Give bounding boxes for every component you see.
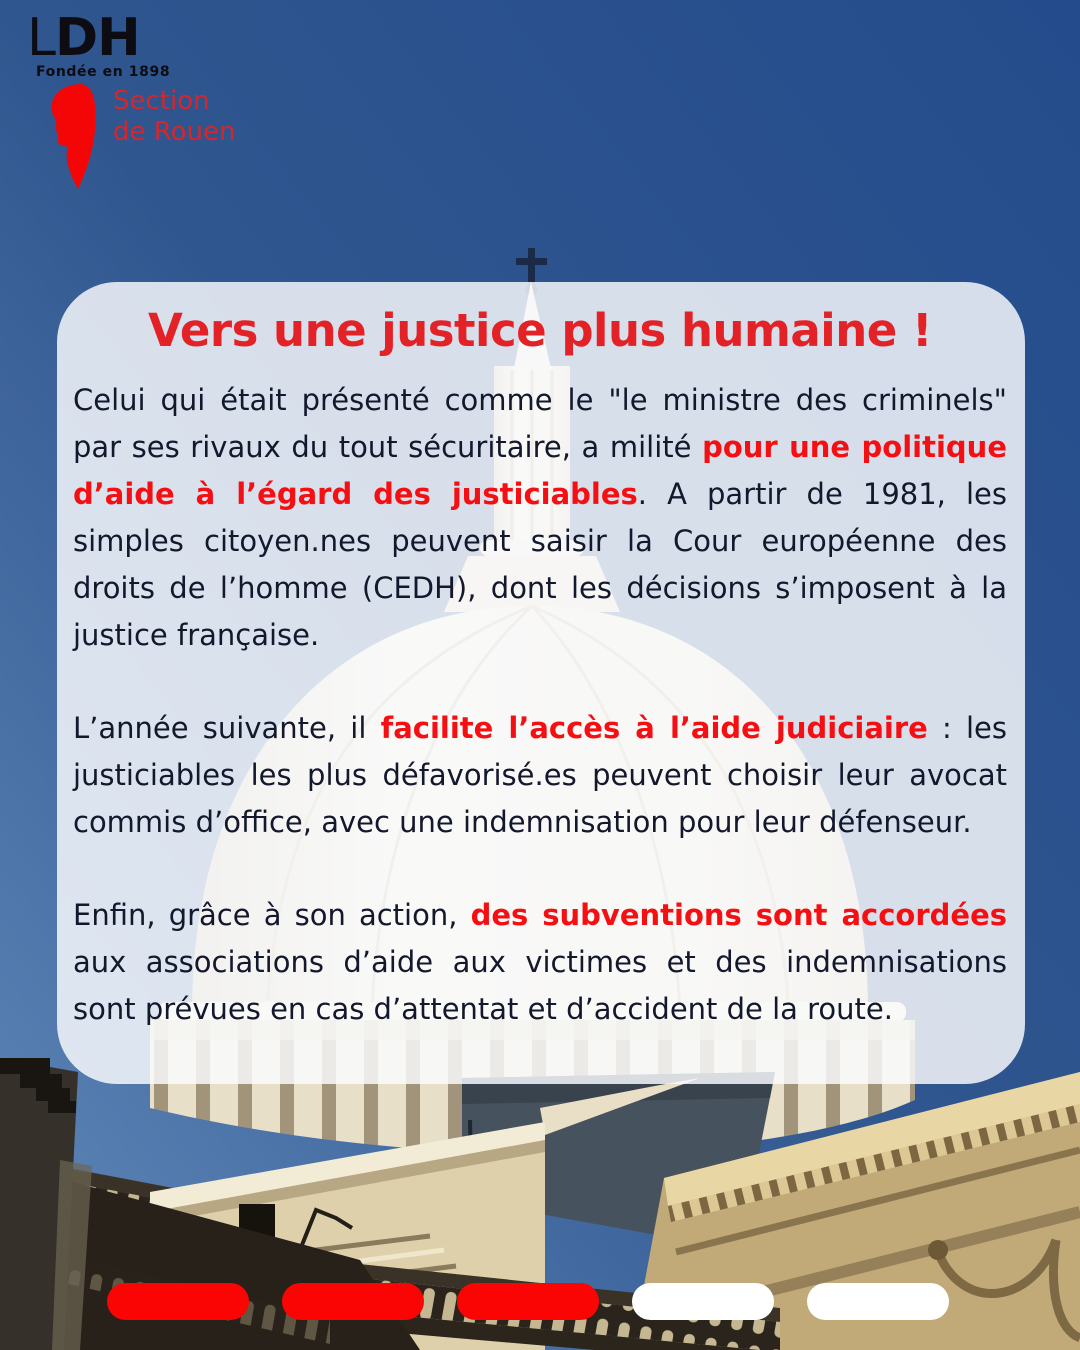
carousel-pill-5[interactable] [807, 1283, 949, 1320]
ldh-letter-h: H [97, 8, 140, 68]
section-name [113, 86, 236, 148]
body-text: : les justiciables les plus défavorisé.es peuvent choisir leur avocat commis d’office, avec une indemnisation pour leur défenseur. [73, 711, 1008, 839]
logo-tagline: Fondée en 1898 [36, 64, 171, 80]
body-text: Enfin, grâce à son action, [73, 898, 471, 932]
section-line2: de Rouen [113, 117, 236, 147]
ldh-letter-l: L [27, 8, 55, 68]
content-card [57, 282, 1025, 1084]
card-title: Vers une justice plus humaine ! [148, 304, 932, 357]
body-text: . A partir de 1981, les simples citoyen.nes peuvent saisir la Cour européenne des droits de l’homme (CEDH), dont les décisions s’imposent à la justice française. [73, 477, 1007, 652]
carousel-indicator [107, 1283, 949, 1320]
carousel-pill-3[interactable] [457, 1283, 599, 1320]
carousel-pill-4[interactable] [632, 1283, 774, 1320]
body-text: aux associations d’aide aux victimes et des indemnisations sont prévues en cas d’attentat et d’accident de la route. [73, 945, 1007, 1026]
carousel-pill-2[interactable] [282, 1283, 424, 1320]
marianne-profile-icon [47, 84, 99, 190]
paragraph [73, 377, 1007, 659]
carousel-pill-1[interactable] [107, 1283, 249, 1320]
body-text: L’année suivante, il [73, 711, 381, 745]
ldh-letter-d: D [54, 8, 98, 68]
card-body [73, 377, 1007, 1033]
paragraph [73, 705, 1007, 846]
ldh-logo [0, 0, 320, 210]
highlighted-text: des subventions sont accordées [470, 898, 1007, 932]
body-text: Celui qui était présenté comme le "le ministre des criminels" par ses rivaux du tout sécuritaire, a milité [73, 383, 1007, 464]
highlighted-text: pour une politique d’aide à l’égard des justiciables [73, 430, 1007, 511]
paragraph [73, 892, 1007, 1033]
section-line1: Section [113, 86, 210, 116]
ldh-wordmark [27, 8, 140, 68]
highlighted-text: facilite l’accès à l’aide judiciaire [380, 711, 928, 745]
